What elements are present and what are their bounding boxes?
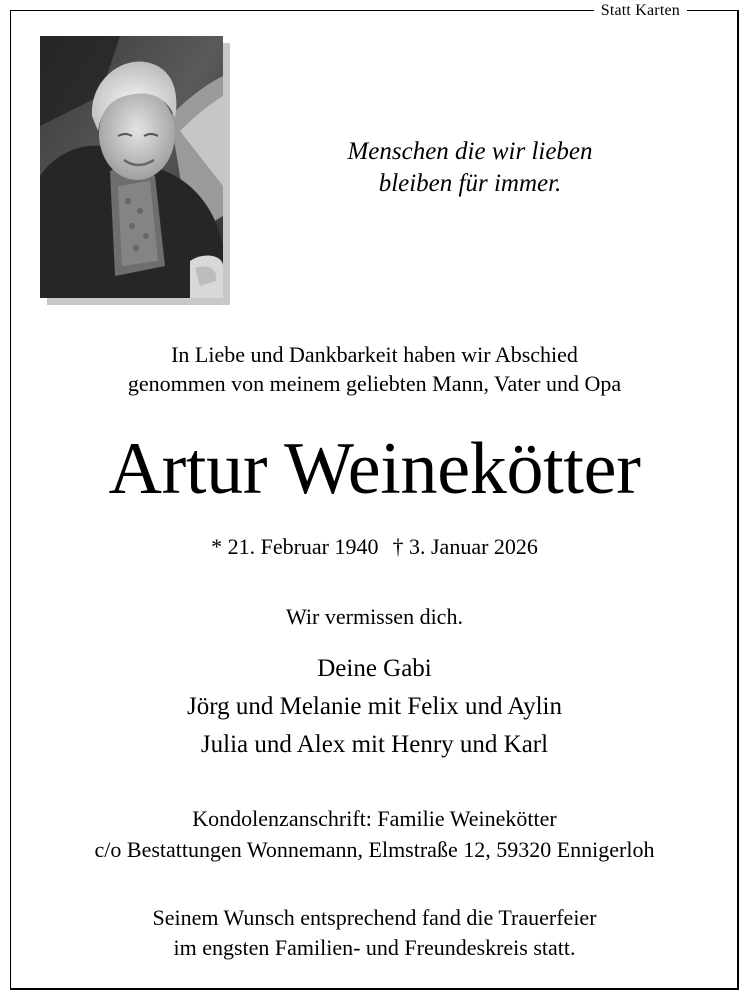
portrait-image [40,36,223,298]
life-dates [0,531,749,563]
motto-line-2: bleiben für immer. [378,170,562,197]
family-signatures [0,650,749,764]
condolence-address [0,803,749,865]
motto-quote [290,136,650,200]
funeral-note [0,903,749,963]
closing-text: Wir vermissen dich. [286,604,463,629]
statt-karten-label: Statt Karten [594,0,687,22]
intro-line-1: In Liebe und Dankbarkeit haben wir Abschied [171,342,578,367]
funeral-note-line-2: im engsten Familien- und Freundeskreis statt. [173,935,576,960]
family-line: Julia und Alex mit Henry und Karl [200,731,549,758]
deceased-name: Artur Weinekötter [108,428,641,510]
birth-date: * 21. Februar 1940 [211,534,379,559]
portrait-photo [40,36,223,298]
motto-line-1: Menschen die wir lieben [347,138,593,165]
condolence-line-2: c/o Bestattungen Wonnemann, Elmstraße 12, 59320 Ennigerloh [94,837,655,862]
family-line: Jörg und Melanie mit Felix und Aylin [186,693,562,720]
death-date: † 3. Januar 2026 [392,534,538,559]
funeral-note-line-1: Seinem Wunsch entsprechend fand die Trauerfeier [152,905,597,930]
intro-text [0,340,749,398]
intro-line-2: genommen von meinem geliebten Mann, Vater und Opa [127,371,622,396]
family-line: Deine Gabi [317,655,432,682]
condolence-line-1: Kondolenzanschrift: Familie Weinekötter [192,806,557,831]
